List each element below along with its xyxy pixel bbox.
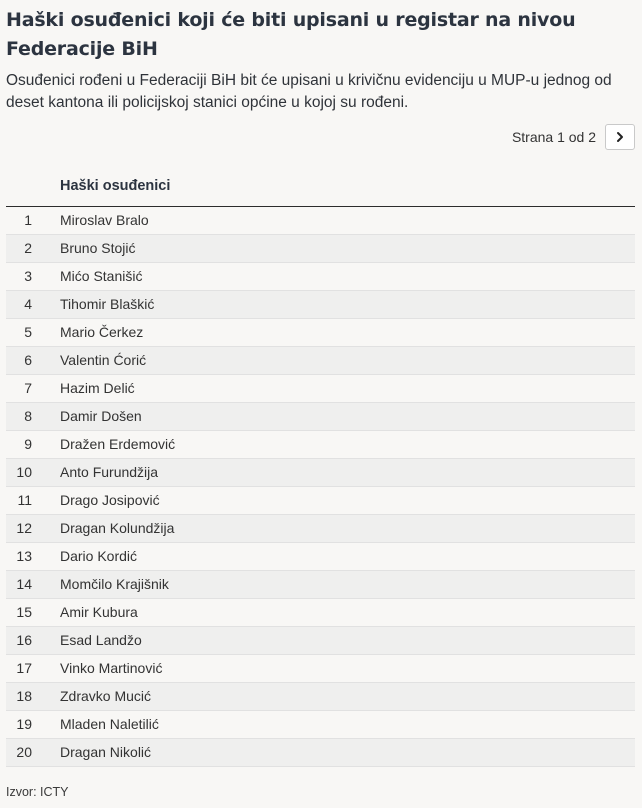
row-number: 7 bbox=[24, 380, 32, 396]
convict-name: Amir Kubura bbox=[60, 604, 138, 620]
row-number: 4 bbox=[24, 296, 32, 312]
table-body bbox=[6, 207, 635, 767]
convict-name: Momčilo Krajišnik bbox=[60, 576, 169, 592]
convict-name: Mario Čerkez bbox=[60, 324, 144, 340]
convict-name: Dragan Kolundžija bbox=[60, 520, 175, 536]
table-row bbox=[6, 683, 635, 711]
source-note: Izvor: ICTY bbox=[6, 785, 69, 799]
table-row bbox=[6, 739, 635, 767]
convict-name: Miroslav Bralo bbox=[60, 212, 149, 228]
table-row bbox=[6, 403, 635, 431]
convict-name: Drago Josipović bbox=[60, 492, 160, 508]
row-number: 19 bbox=[16, 716, 32, 732]
table-row bbox=[6, 487, 635, 515]
table-row bbox=[6, 263, 635, 291]
convict-name: Valentin Ćorić bbox=[60, 352, 147, 368]
convict-name: Mladen Naletilić bbox=[60, 716, 159, 732]
convict-name: Mićo Stanišić bbox=[60, 268, 143, 284]
convict-name: Bruno Stojić bbox=[60, 240, 136, 256]
convict-name: Damir Došen bbox=[60, 408, 142, 424]
row-number: 6 bbox=[24, 352, 32, 368]
table-row bbox=[6, 319, 635, 347]
table-row bbox=[6, 459, 635, 487]
chart-title: Haški osuđenici koji će biti upisani u registar na nivou Federacije BiH bbox=[6, 9, 576, 60]
convict-name: Anto Furundžija bbox=[60, 464, 159, 480]
table-row bbox=[6, 599, 635, 627]
table-row bbox=[6, 571, 635, 599]
table-row bbox=[6, 347, 635, 375]
table-row bbox=[6, 543, 635, 571]
chevron-right-icon bbox=[615, 131, 625, 143]
row-number: 17 bbox=[16, 660, 32, 676]
row-number: 11 bbox=[17, 492, 32, 508]
row-number: 2 bbox=[24, 240, 32, 256]
table-header bbox=[6, 166, 635, 207]
table-row bbox=[6, 291, 635, 319]
column-header-name: Haški osuđenici bbox=[60, 178, 171, 194]
row-number: 15 bbox=[16, 604, 32, 620]
table-row bbox=[6, 375, 635, 403]
row-number: 1 bbox=[24, 212, 32, 228]
table-row bbox=[6, 711, 635, 739]
row-number: 5 bbox=[24, 324, 32, 340]
row-number: 13 bbox=[16, 548, 32, 564]
row-number: 12 bbox=[16, 520, 32, 536]
table-row bbox=[6, 235, 635, 263]
convict-name: Dario Kordić bbox=[60, 548, 138, 564]
row-number: 8 bbox=[24, 408, 32, 424]
convict-name: Esad Landžo bbox=[60, 632, 142, 648]
table-row bbox=[6, 655, 635, 683]
row-number: 3 bbox=[24, 268, 32, 284]
row-number: 20 bbox=[16, 744, 32, 760]
convict-name: Dragan Nikolić bbox=[60, 744, 152, 760]
row-number: 18 bbox=[16, 688, 32, 704]
pagination bbox=[512, 124, 635, 150]
data-table bbox=[6, 166, 635, 767]
row-number: 14 bbox=[16, 576, 32, 592]
row-number: 9 bbox=[24, 436, 32, 452]
chart-subtitle: Osuđenici rođeni u Federaciji BiH bit će upisani u krivičnu evidenciju u MUP-u jednog od deset kantona ili policijskoj stanici općine u kojoj su rođeni. bbox=[6, 72, 612, 111]
convict-name: Hazim Delić bbox=[60, 380, 135, 396]
convict-name: Zdravko Mucić bbox=[60, 688, 152, 704]
page-indicator: Strana 1 od 2 bbox=[511, 129, 596, 145]
row-number: 16 bbox=[16, 632, 32, 648]
table-row bbox=[6, 627, 635, 655]
convict-name: Dražen Erdemović bbox=[60, 436, 176, 452]
table-row bbox=[6, 207, 635, 235]
convict-name: Vinko Martinović bbox=[60, 660, 163, 676]
row-number: 10 bbox=[16, 464, 32, 480]
convict-name: Tihomir Blaškić bbox=[60, 296, 155, 312]
table-row bbox=[6, 515, 635, 543]
table-row bbox=[6, 431, 635, 459]
next-page-button[interactable] bbox=[605, 124, 635, 150]
